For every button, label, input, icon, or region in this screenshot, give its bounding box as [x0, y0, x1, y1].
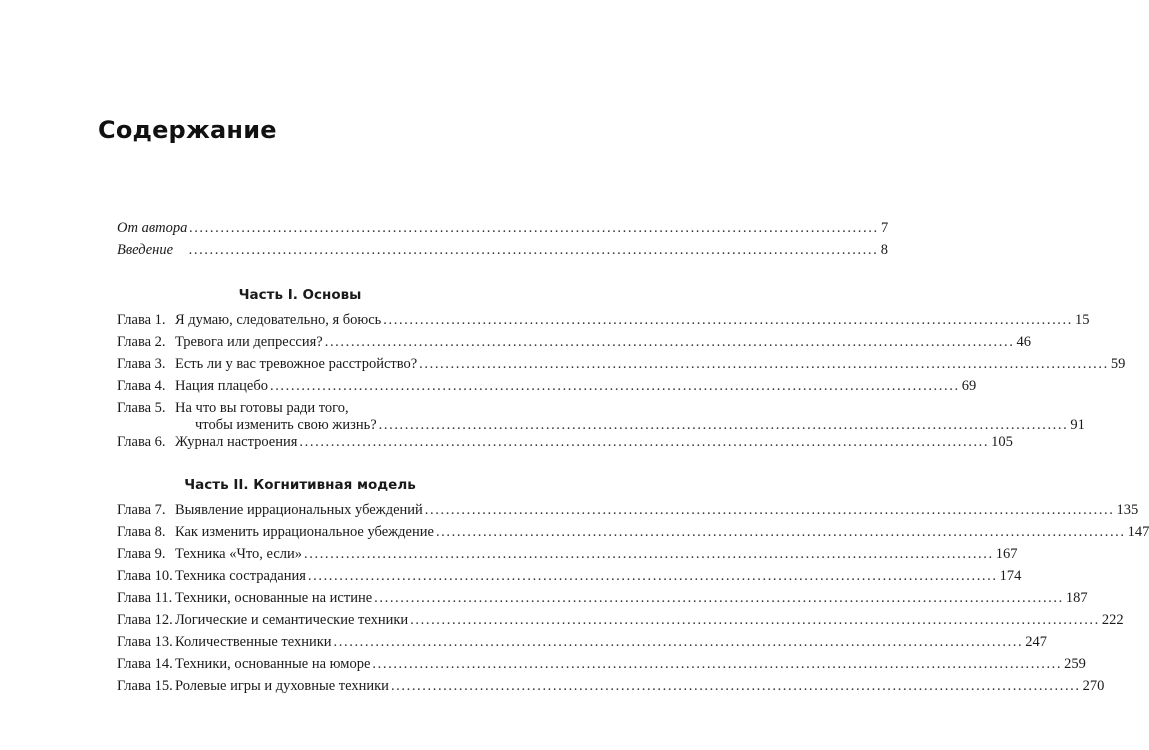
entry-page: 8: [880, 242, 888, 258]
chapter-title: Нация плацебо: [175, 378, 268, 394]
chapter-page: 15: [1074, 312, 1090, 328]
dot-leader: [419, 356, 1109, 373]
chapter-title: Техника сострадания: [175, 568, 306, 584]
dot-leader: [410, 612, 1100, 629]
chapter-title: Количественные техники: [175, 634, 332, 650]
chapter-label: Глава 5.: [117, 400, 166, 416]
chapter-label: Глава 6.: [117, 434, 166, 450]
chapter-title: Журнал настроения: [175, 434, 298, 450]
dot-leader: [270, 378, 960, 395]
chapter-label: Глава 3.: [117, 356, 166, 372]
chapter-title: Техника «Что, если»: [175, 546, 303, 562]
chapter-page: 59: [1110, 356, 1126, 372]
chapter-label: Глава 9.: [117, 546, 166, 562]
chapter-page: 247: [1025, 634, 1047, 650]
chapter-title: Тревога или депрессия?: [175, 334, 323, 350]
toc-entry-chapter-5[interactable]: [117, 400, 1085, 434]
dot-leader: [383, 312, 1073, 329]
chapter-title: Выявление иррациональных убеждений: [175, 502, 423, 518]
chapter-page: 187: [1065, 590, 1088, 606]
dot-leader: [379, 417, 1069, 434]
chapter-title: Есть ли у вас тревожное расстройство?: [175, 356, 418, 372]
dot-leader: [325, 334, 1015, 351]
chapter-title-line2-row: [175, 417, 1085, 434]
toc-entry-chapter-12[interactable]: [117, 612, 1124, 629]
part-heading-1: Часть I. Основы: [238, 287, 362, 303]
chapter-label: Глава 15.: [117, 678, 173, 694]
chapter-page: 46: [1016, 334, 1031, 350]
toc-entry-chapter-6[interactable]: [117, 434, 1013, 451]
chapter-page: 91: [1070, 417, 1085, 433]
toc-entry-chapter-15[interactable]: [117, 678, 1105, 695]
chapter-title-line1: На что вы готовы ради того,: [175, 400, 349, 416]
chapter-page: 222: [1101, 612, 1124, 628]
chapter-title: Логические и семантические техники: [175, 612, 409, 628]
chapter-label: Глава 1.: [117, 312, 166, 328]
toc-entry-chapter-7[interactable]: [117, 502, 1139, 519]
chapter-title: Ролевые игры и духовные техники: [175, 678, 389, 694]
toc-entry-chapter-1[interactable]: [117, 312, 1090, 329]
dot-leader: [299, 434, 989, 451]
toc-entry-chapter-14[interactable]: [117, 656, 1086, 673]
toc-entry-chapter-2[interactable]: [117, 334, 1031, 351]
chapter-label: Глава 10.: [117, 568, 173, 584]
chapter-label: Глава 8.: [117, 524, 166, 540]
toc-entry-chapter-9[interactable]: [117, 546, 1018, 563]
chapter-page: 147: [1127, 524, 1149, 540]
chapter-title: Я думаю, следовательно, я боюсь: [175, 312, 382, 328]
chapter-page: 270: [1082, 678, 1105, 694]
dot-leader: [436, 524, 1126, 541]
dot-leader: [425, 502, 1115, 519]
toc-entry-chapter-11[interactable]: [117, 590, 1088, 607]
chapter-label: Глава 13.: [117, 634, 173, 650]
chapter-title: Как изменить иррациональное убеждение: [175, 524, 434, 540]
toc-entry-chapter-3[interactable]: [117, 356, 1126, 373]
part-heading-2: Часть II. Когнитивная модель: [184, 477, 416, 493]
dot-leader: [391, 678, 1081, 695]
dot-leader: [334, 634, 1024, 651]
dot-leader: [189, 242, 879, 259]
chapter-page: 167: [995, 546, 1018, 562]
chapter-title: Техники, основанные на истине: [175, 590, 373, 606]
toc-entry-chapter-8[interactable]: [117, 524, 1149, 541]
entry-title: От автора: [117, 220, 188, 236]
chapter-label: Глава 7.: [117, 502, 166, 518]
dot-leader: [308, 568, 998, 585]
toc-entry-introduction[interactable]: [117, 242, 888, 259]
dot-leader: [372, 656, 1062, 673]
chapter-label: Глава 11.: [117, 590, 173, 606]
page-title: Содержание: [98, 116, 277, 144]
chapter-page: 259: [1064, 656, 1086, 672]
chapter-label: Глава 4.: [117, 378, 166, 394]
chapter-title-block: [175, 400, 1085, 434]
entry-page: 7: [881, 220, 889, 236]
chapter-page: 135: [1116, 502, 1139, 518]
toc-entry-from-author[interactable]: [117, 220, 889, 237]
toc-entry-chapter-4[interactable]: [117, 378, 977, 395]
chapter-label: Глава 14.: [117, 656, 173, 672]
dot-leader: [189, 220, 879, 237]
chapter-page: 69: [961, 378, 977, 394]
dot-leader: [374, 590, 1064, 607]
chapter-page: 105: [991, 434, 1013, 450]
chapter-label: Глава 12.: [117, 612, 173, 628]
chapter-label: Глава 2.: [117, 334, 166, 350]
dot-leader: [304, 546, 994, 563]
chapter-title-line2: чтобы изменить свою жизнь?: [195, 417, 377, 433]
entry-title: Введение: [117, 242, 174, 258]
chapter-page: 174: [999, 568, 1022, 584]
toc-entry-chapter-10[interactable]: [117, 568, 1022, 585]
toc-entry-chapter-13[interactable]: [117, 634, 1047, 651]
chapter-title: Техники, основанные на юморе: [175, 656, 371, 672]
